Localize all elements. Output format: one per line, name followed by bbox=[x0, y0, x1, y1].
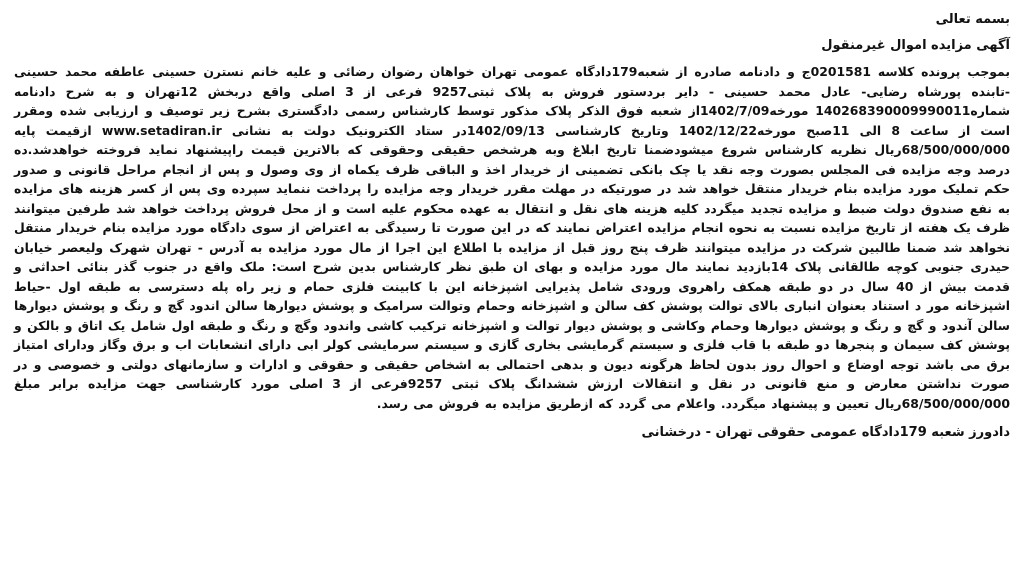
notice-body: بموجب پرونده کلاسه 0201581ج و دادنامه صادره از شعبه179دادگاه عمومی تهران خواهان رضوان رضائی و علیه خانم نسترن حسینی عاطفه محمد حسینی -تابنده پورشاه رضایی- عادل محمد حسینی - دایر بردستور فروش به پلاک ثبتی9257 فرعی از 3 اصلی واقع دربخش 12تهران و به شرح دادنامه شماره140268390009990011 مورخه1402/7/09از شعبه فوق الذکر پلاک مذکور توسط کارشناس رسمی دادگستری بشرح زیر توصیف و ارزیابی شده ومقرر است از ساعت 8 الی 11صبح مورخه1402/12/22 وتاریخ کارشناسی 1402/09/13در ستاد الکترونیک دولت به نشانی www.setadiran.ir ازقیمت پایه 68/500/000/000ریال نظریه کارشناس شروع میشودضمنا تاریخ ابلاغ وبه هرشخص حقیقی وحقوقی که بالاترین قیمت راپیشنهاد نماید فروخته خواهدشد.ده درصد وجه مزایده فی المجلس بصورت وجه نقد یا چک بانکی تضمینی از خریدار اخذ و الباقی ظرف یکماه از وی وصول و پس از انجام مراحل قانونی و صدور حکم تملیک مورد مزایده بنام خریدار منتقل خواهد شد در صورتیکه در مهلت مقرر خریدار وجه مزایده را پرداخت ننماید سپرده وی پس از کسر هزینه های مزایده به نفع صندوق دولت ضبط و مزایده تجدید میگردد کلیه هزینه های نقل و انتقال به عهده محکوم علیه است و از محل فروش پرداخت خواهد شد طرفین میتوانند ظرف یک هفته از تاریخ مزایده نسبت به نحوه انجام مزایده اعتراض نمایند که در این صورت تا رسیدگی به اعتراض از سوی دادگاه مورد مزایده بنام خریدار منتقل نخواهد شد ضمنا طالبین شرکت در مزایده میتوانند ظرف پنج روز قبل از مزایده با اطلاع این اجرا از مال مورد مزایده به آدرس - تهران شهرک ولیعصر خیابان حیدری جنوبی کوچه طالقانی پلاک 14بازدید نمایند مال مورد مزایده و بهای ان طبق نظر کارشناس بدین شرح است: ملک واقع در جنوب گذر بنائی احداثی و قدمت بیش از 40 سال در دو طبقه همکف راهروی ورودی شامل پذیرایی اشپزخانه این با کابینت فلزی حمام و زیر راه پله دسترسی به طبقه اول -حیاط اشپزخانه مور د استناد بعنوان انباری بالای توالت پوشش کف سالن و اشپزخانه وحمام وتوالت سرامیک و پوشش دیوارها سالن اندود گچ و رنگ و پوشش دیوارها سالن آندود و گچ و رنگ و پوشش دیوارها وحمام وکاشی و پوشش دیوار توالت و اشپزخانه ترکیب کاشی واندود وگچ و رنگ و طبقه اول شامل یک اتاق و بالکن و پوشش کف سیمان و پنجرها دو طبقه با قاب فلزی و سیستم گرمایشی بخاری گازی و سیستم سرمایشی کولر ابی دارای انشعابات اب و برق وگاز ودارای امتیاز برق می باشد توجه اوضاع و احوال روز بدون لحاظ هرگونه دیون و بدهی احتمالی به اشخاص حقیقی و حقوقی و ادارات و سازمانهای دولتی و خصوصی و در صورت نداشتن معارض و منع قانونی در نقل و انتقالات ارزش ششدانگ پلاک ثبتی 9257فرعی از 3 اصلی مورد کارشناسی جهت مزایده برابر مبلغ 68/500/000/000ریال تعیین و پیشنهاد میگردد. واعلام می گردد که ازطریق مزایده به فروش می رسد. bbox=[14, 64, 1010, 411]
signature-line: دادورز شعبه 179دادگاه عمومی حقوقی تهران - درخشانی bbox=[641, 425, 1010, 440]
basmala-heading: بسمه تعالی bbox=[935, 12, 1010, 27]
notice-title: آگهی مزایده اموال غیرمنقول bbox=[821, 38, 1010, 53]
